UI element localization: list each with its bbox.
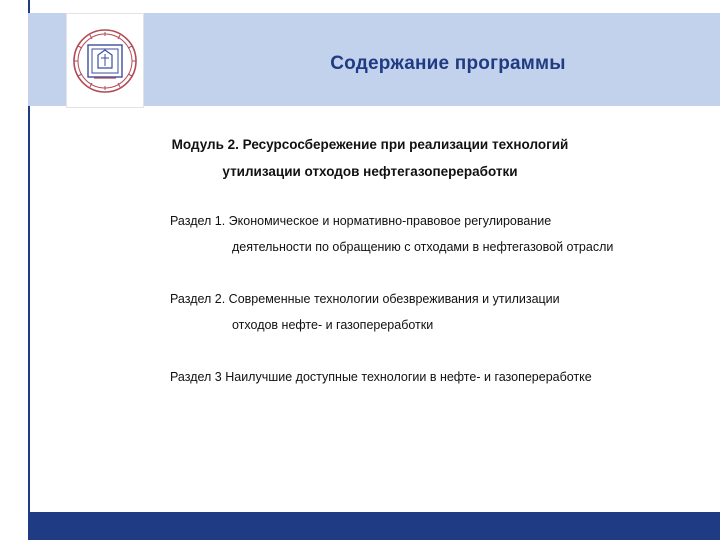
module-heading-line-1: Модуль 2. Ресурсосбережение при реализации технологий [171, 137, 569, 152]
module-heading [40, 131, 700, 185]
list-item [40, 286, 708, 338]
footer-bar [28, 512, 720, 540]
emblem-logo-icon [72, 28, 138, 94]
module-heading-line-2: утилизации отходов нефтегазопереработки [222, 164, 518, 179]
logo-container [66, 13, 144, 108]
section-2-line-1: Раздел 2. Современные технологии обезвреживания и утилизации [170, 292, 560, 306]
section-1-line-1: Раздел 1. Экономическое и нормативно-правовое регулирование [170, 214, 552, 228]
list-item [40, 208, 708, 260]
section-3-line-1: Раздел 3 Наилучшие доступные технологии в нефте- и газопереработке [170, 370, 592, 384]
section-1-line-2: деятельности по обращению с отходами в нефтегазовой отрасли [232, 240, 614, 254]
page-title: Содержание программы [330, 53, 566, 74]
list-item [40, 364, 708, 390]
section-2-line-2: отходов нефте- и газопереработки [232, 318, 434, 332]
sections-list [40, 208, 708, 416]
